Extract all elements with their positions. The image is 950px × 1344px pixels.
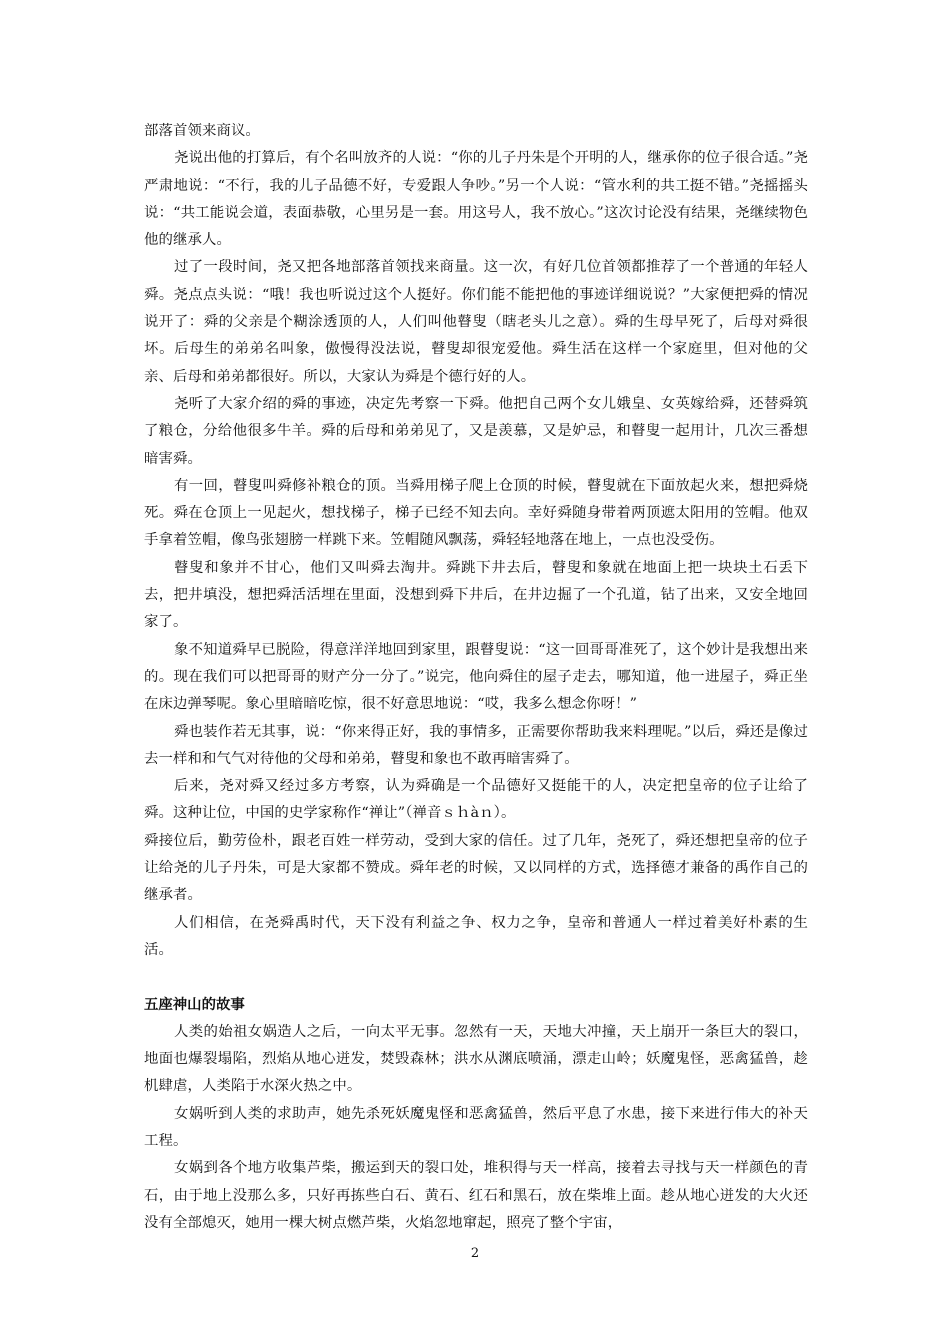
paragraph: 女娲听到人类的求助声，她先杀死妖魔鬼怪和恶禽猛兽，然后平息了水患，接下来进行伟大的补天工程。 xyxy=(144,1105,808,1149)
blank-line xyxy=(144,964,808,991)
paragraph: 舜也装作若无其事，说：“你来得正好，我的事情多，正需要你帮助我来料理呢。”以后，舜还是像过去一样和和气气对待他的父母和弟弟，瞽叟和象也不敢再暗害舜了。 xyxy=(144,723,808,767)
paragraph: 人类的始祖女娲造人之后，一向太平无事。忽然有一天，天地大冲撞，天上崩开一条巨大的裂口，地面也爆裂塌陷，烈焰从地心迸发，焚毁森林；洪水从渊底喷涌，漂走山岭；妖魔鬼怪，恶禽猛兽，趁机肆虐，人类陷于水深火热之中。 xyxy=(144,1023,808,1095)
document-page xyxy=(144,118,808,1237)
paragraph: 人们相信，在尧舜禹时代，天下没有利益之争、权力之争，皇帝和普通人一样过着美好朴素的生活。 xyxy=(144,914,808,958)
section-heading: 五座神山的故事 xyxy=(144,996,245,1013)
paragraph: 象不知道舜早已脱险，得意洋洋地回到家里，跟瞽叟说：“这一回哥哥准死了，这个妙计是我想出来的。现在我们可以把哥哥的财产分一分了。”说完，他向舜住的屋子走去，哪知道，他一进屋子，舜正坐在床边弹琴呢。象心里暗暗吃惊，很不好意思地说：“哎，我多么想念你呀！” xyxy=(144,641,808,713)
paragraph: 后来，尧对舜又经过多方考察，认为舜确是一个品德好又挺能干的人，决定把皇帝的位子让给了舜。这种让位，中国的史学家称作“禅让”（禅音ｓｈàｎ）。 xyxy=(144,778,808,822)
paragraph: 瞽叟和象并不甘心，他们又叫舜去淘井。舜跳下井去后，瞽叟和象就在地面上把一块块土石丢下去，把井填没，想把舜活活埋在里面，没想到舜下井后，在井边掘了一个孔道，钻了出来，又安全地回家了。 xyxy=(144,559,808,631)
paragraph: 有一回，瞽叟叫舜修补粮仓的顶。当舜用梯子爬上仓顶的时候，瞽叟就在下面放起火来，想把舜烧死。舜在仓顶上一见起火，想找梯子，梯子已经不知去向。幸好舜随身带着两顶遮太阳用的笠帽。他双手拿着笠帽，像鸟张翅膀一样跳下来。笠帽随风飘荡，舜轻轻地落在地上，一点也没受伤。 xyxy=(144,477,808,549)
paragraph: 尧说出他的打算后，有个名叫放齐的人说：“你的儿子丹朱是个开明的人，继承你的位子很合适。”尧严肃地说：“不行，我的儿子品德不好，专爱跟人争吵。”另一个人说：“管水利的共工挺不错。”尧摇摇头说：“共工能说会道，表面恭敬，心里另是一套。用这号人，我不放心。”这次讨论没有结果，尧继续物色他的继承人。 xyxy=(144,150,808,249)
paragraph-continuation: 部落首领来商议。 xyxy=(144,123,260,139)
paragraph: 女娲到各个地方收集芦柴，搬运到天的裂口处，堆积得与天一样高，接着去寻找与天一样颜色的青石，由于地上没那么多，只好再拣些白石、黄石、红石和黑石，放在柴堆上面。趁从地心迸发的大火还没有全部熄灭，她用一棵大树点燃芦柴，火焰忽地窜起，照亮了整个宇宙， xyxy=(144,1160,808,1231)
paragraph: 过了一段时间，尧又把各地部落首领找来商量。这一次，有好几位首领都推荐了一个普通的年轻人舜。尧点点头说：“哦！我也听说过这个人挺好。你们能不能把他的事迹详细说说？”大家便把舜的情况说开了：舜的父亲是个糊涂透顶的人，人们叫他瞽叟（瞎老头儿之意）。舜的生母早死了，后母对舜很坏。后母生的弟弟名叫象，傲慢得没法说，瞽叟却很宠爱他。舜生活在这样一个家庭里，但对他的父亲、后母和弟弟都很好。所以，大家认为舜是个德行好的人。 xyxy=(144,259,808,385)
paragraph: 尧听了大家介绍的舜的事迹，决定先考察一下舜。他把自己两个女儿娥皇、女英嫁给舜，还替舜筑了粮仓，分给他很多牛羊。舜的后母和弟弟见了，又是羡慕，又是妒忌，和瞽叟一起用计，几次三番想暗害舜。 xyxy=(144,395,808,467)
page-number: 2 xyxy=(470,1246,480,1261)
paragraph-unindented: 舜接位后，勤劳俭朴，跟老百姓一样劳动，受到大家的信任。过了几年，尧死了，舜还想把皇帝的位子让给尧的儿子丹朱，可是大家都不赞成。舜年老的时候，又以同样的方式，选择德才兼备的禹作自己的继承者。 xyxy=(144,832,808,904)
